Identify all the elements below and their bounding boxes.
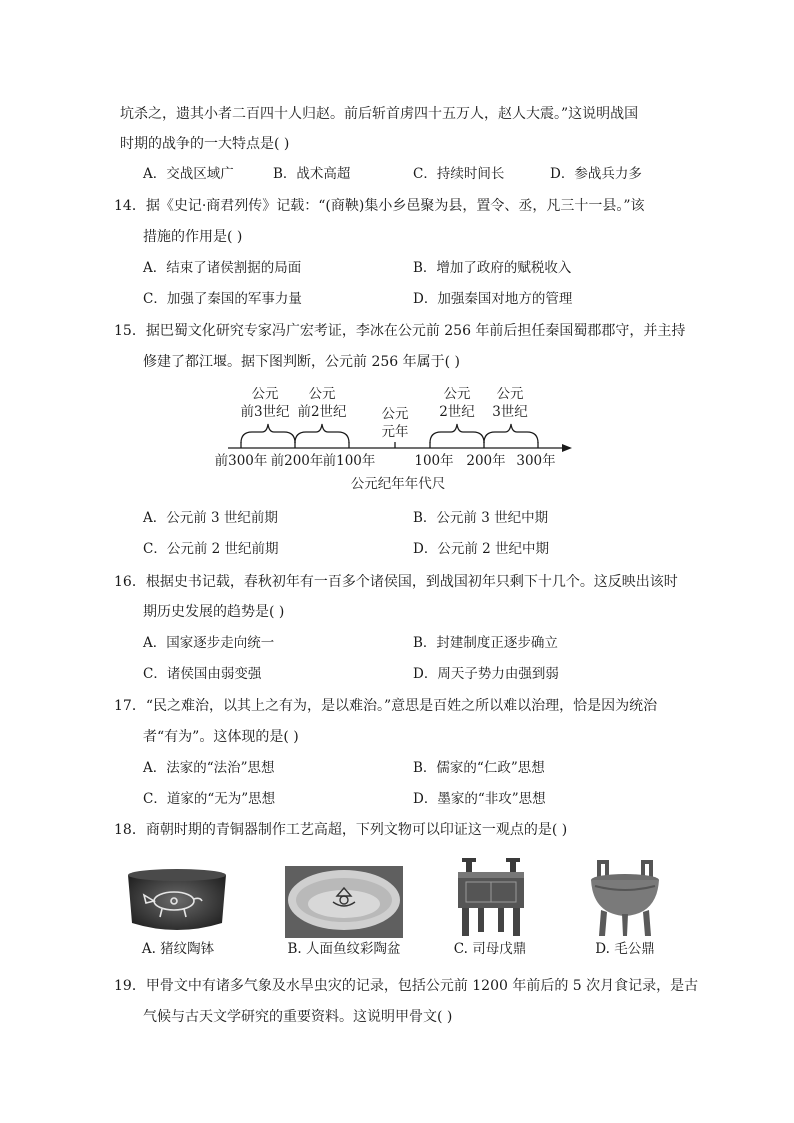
brace-1 bbox=[241, 424, 295, 443]
tick-label-bc100: 前100年 bbox=[322, 453, 376, 469]
q16-option-d: D．周天子势力由强到弱 bbox=[413, 666, 559, 682]
brace-label-bottom-1: 前3世纪 bbox=[240, 404, 290, 420]
artifact-caption-b: B. 人面鱼纹彩陶盆 bbox=[287, 941, 401, 957]
q15-stem-line1: 15．据巴蜀文化研究专家冯广宏考证，李冰在公元前 256 年前后担任秦国蜀郡郡守，并主持 bbox=[114, 323, 686, 339]
artifact-caption-a: A. 猪纹陶钵 bbox=[141, 941, 215, 957]
q17-option-b: B．儒家的“仁政”思想 bbox=[413, 760, 545, 776]
maogong-ding-image bbox=[585, 856, 665, 938]
q16-option-c: C．诸侯国由弱变强 bbox=[143, 666, 262, 682]
timeline-diagram bbox=[210, 378, 580, 493]
q18-stem-line1: 18．商朝时期的青铜器制作工艺高超，下列文物可以印证这一观点的是( ) bbox=[114, 822, 568, 838]
tick-label-ad100: 100年 bbox=[414, 453, 454, 469]
q14-option-a: A．结束了诸侯割据的局面 bbox=[143, 260, 302, 276]
tick-label-bc200: 前200年 bbox=[270, 453, 324, 469]
q19-stem-line2: 气候与古天文学研究的重要资料。这说明甲骨文( ) bbox=[143, 1009, 453, 1025]
q13-stem-line1: 坑杀之，遗其小者二百四十人归赵。前后斩首虏四十五万人，赵人大震。”这说明战国 bbox=[120, 106, 639, 122]
q14-stem-line2: 措施的作用是( ) bbox=[143, 229, 243, 245]
q17-stem-line2: 者“有为”。这体现的是( ) bbox=[143, 729, 299, 745]
tick-label-ad300: 300年 bbox=[516, 453, 556, 469]
q15-option-c: C．公元前 2 世纪前期 bbox=[143, 541, 279, 557]
q16-stem-line1: 16．根据史书记载，春秋初年有一百多个诸侯国，到战国初年只剩下十几个。这反映出该时 bbox=[114, 574, 678, 590]
q13-option-c: C．持续时间长 bbox=[413, 166, 505, 182]
q14-option-d: D．加强秦国对地方的管理 bbox=[413, 291, 573, 307]
brace-2 bbox=[295, 424, 349, 443]
q15-option-b: B．公元前 3 世纪中期 bbox=[413, 510, 549, 526]
q15-stem-line2: 修建了都江堰。据下图判断，公元前 256 年属于( ) bbox=[143, 354, 460, 370]
q16-option-a: A．国家逐步走向统一 bbox=[143, 635, 275, 651]
q19-stem-line1: 19．甲骨文中有诸多气象及水旱虫灾的记录，包括公元前 1200 年前后的 5 次月食记录，是古 bbox=[114, 978, 699, 994]
q16-stem-line2: 期历史发展的趋势是( ) bbox=[143, 604, 285, 620]
q15-option-a: A．公元前 3 世纪前期 bbox=[143, 510, 278, 526]
brace-label-bottom-3: 2世纪 bbox=[439, 404, 475, 420]
brace-label-bottom-4: 3世纪 bbox=[492, 404, 528, 420]
q17-option-a: A．法家的“法治”思想 bbox=[143, 760, 275, 776]
brace-label-top-4: 公元 bbox=[496, 386, 524, 402]
pig-pattern-pottery-bowl-image bbox=[122, 865, 232, 937]
q13-option-b: B．战术高超 bbox=[273, 166, 351, 182]
arrow-head-icon bbox=[562, 444, 572, 452]
tick-label-bc300: 前300年 bbox=[214, 453, 268, 469]
q16-option-b: B．封建制度正逐步确立 bbox=[413, 635, 558, 651]
human-face-fish-basin-image bbox=[285, 866, 403, 938]
artifact-caption-d: D. 毛公鼎 bbox=[595, 941, 655, 957]
brace-label-top-2: 公元 bbox=[308, 386, 336, 402]
tick-label-ad200: 200年 bbox=[466, 453, 506, 469]
simuwu-ding-image bbox=[452, 856, 530, 938]
brace-label-top-1: 公元 bbox=[251, 386, 279, 402]
q13-option-d: D．参战兵力多 bbox=[550, 166, 642, 182]
brace-4 bbox=[484, 424, 538, 443]
origin-label-top: 公元 bbox=[381, 406, 409, 422]
brace-label-bottom-2: 前2世纪 bbox=[297, 404, 347, 420]
q14-stem-line1: 14．据《史记·商君列传》记载：“(商鞅)集小乡邑聚为县，置令、丞，凡三十一县。”该 bbox=[114, 198, 645, 214]
timeline-ticks bbox=[241, 442, 538, 448]
timeline-title: 公元纪年年代尺 bbox=[350, 476, 446, 492]
q14-option-c: C．加强了秦国的军事力量 bbox=[143, 291, 302, 307]
q17-option-d: D．墨家的“非攻”思想 bbox=[413, 791, 546, 807]
q15-option-d: D．公元前 2 世纪中期 bbox=[413, 541, 549, 557]
q13-option-a: A．交战区域广 bbox=[143, 166, 234, 182]
brace-label-top-3: 公元 bbox=[443, 386, 471, 402]
q13-stem-line2: 时期的战争的一大特点是( ) bbox=[120, 136, 290, 152]
q17-stem-line1: 17．“民之难治，以其上之有为，是以难治。”意思是百姓之所以难以治理，恰是因为统治 bbox=[114, 698, 658, 714]
q14-option-b: B．增加了政府的赋税收入 bbox=[413, 260, 572, 276]
q17-option-c: C．道家的“无为”思想 bbox=[143, 791, 276, 807]
artifact-caption-c: C. 司母戊鼎 bbox=[453, 941, 527, 957]
brace-3 bbox=[430, 424, 484, 443]
origin-label-bottom: 元年 bbox=[381, 424, 409, 440]
